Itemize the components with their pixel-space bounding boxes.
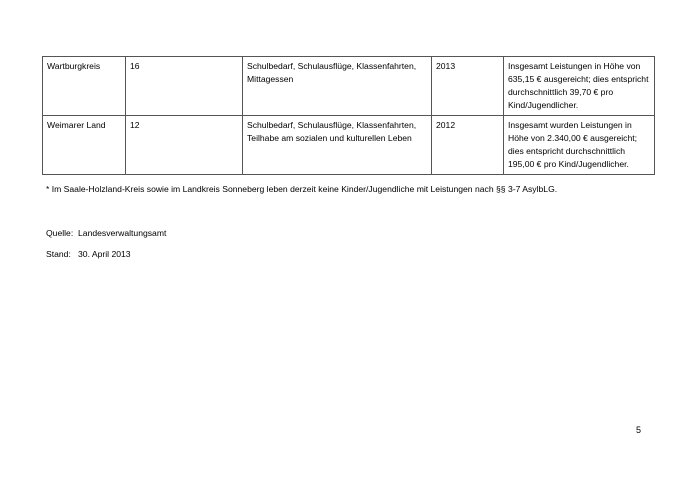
district-cell: Weimarer Land bbox=[43, 116, 126, 175]
year-cell: 2013 bbox=[432, 57, 504, 116]
count-cell: 16 bbox=[126, 57, 243, 116]
count-cell: 12 bbox=[126, 116, 243, 175]
footnote: * Im Saale-Holzland-Kreis sowie im Landkreis Sonneberg leben derzeit keine Kinder/Jugendliche mit Leistungen nach §§ 3-7 AsylbLG. bbox=[46, 184, 558, 194]
table-row bbox=[43, 57, 655, 116]
source-line: Quelle: Landesverwaltungsamt bbox=[46, 228, 167, 238]
page-number: 5 bbox=[636, 425, 642, 435]
summary-cell: Insgesamt Leistungen in Höhe von 635,15 € ausgereicht; dies entspricht durchschnittlich 39,70 € pro Kind/Jugendlicher. bbox=[504, 57, 655, 116]
purposes-cell: Schulbedarf, Schulausflüge, Klassenfahrten, Teilhabe am sozialen und kulturellen Leben bbox=[243, 116, 432, 175]
stand-line: Stand: 30. April 2013 bbox=[46, 249, 131, 259]
year-cell: 2012 bbox=[432, 116, 504, 175]
data-table bbox=[42, 56, 655, 175]
table-row bbox=[43, 116, 655, 175]
summary-cell: Insgesamt wurden Leistungen in Höhe von 2.340,00 € ausgereicht; dies entspricht durchschnittlich 195,00 € pro Kind/Jugendlicher. bbox=[504, 116, 655, 175]
district-cell: Wartburgkreis bbox=[43, 57, 126, 116]
purposes-cell: Schulbedarf, Schulausflüge, Klassenfahrten, Mittagessen bbox=[243, 57, 432, 116]
